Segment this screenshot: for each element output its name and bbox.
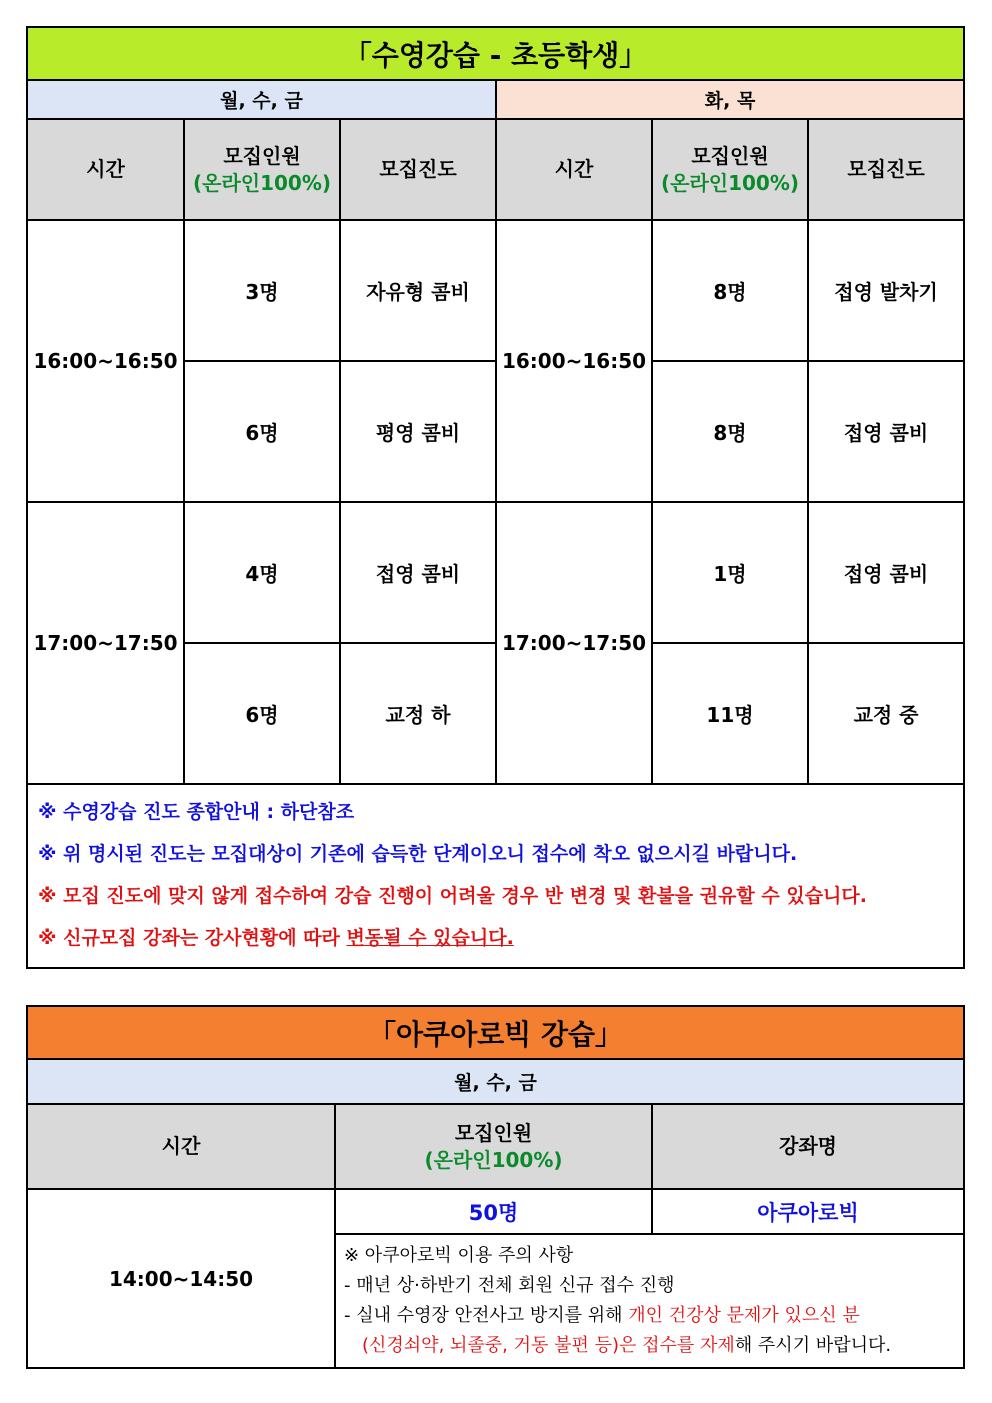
swim-title: 「수영강습 - 초등학생」 — [27, 27, 964, 80]
left-slot1-time: 16:00~16:50 — [27, 220, 184, 502]
left-row2-level: 평영 콤비 — [340, 361, 496, 502]
aqua-time: 14:00~14:50 — [27, 1189, 335, 1368]
note-instructor-change-a: ※ 신규모집 강좌는 강사현황에 따라 — [38, 927, 347, 949]
left-row3-level: 접영 콤비 — [340, 502, 496, 643]
left-row2-count: 6명 — [184, 361, 340, 502]
left-row4-level: 교정 하 — [340, 643, 496, 784]
aqua-note-enrollment: - 매년 상·하반기 전체 회원 신규 접수 진행 — [344, 1275, 675, 1296]
header-capacity-right — [652, 119, 808, 220]
note-level-warning: ※ 위 명시된 진도는 모집대상이 기존에 습득한 단계이오니 접수에 착오 없으시길 바랍니다. — [38, 843, 798, 865]
day-label-tue-thu: 화, 목 — [496, 80, 964, 119]
left-row1-count: 3명 — [184, 220, 340, 361]
right-row2-count: 8명 — [652, 361, 808, 502]
aqua-header-online-label: (온라인100%) — [424, 1147, 563, 1172]
aqua-header-time: 시간 — [27, 1104, 335, 1189]
note-instructor-change — [38, 917, 953, 959]
aqua-note-health-a: (신경쇠약, 뇌졸중, 거동 불편 등)은 접수를 자제 — [362, 1335, 735, 1356]
right-row4-count: 11명 — [652, 643, 808, 784]
swim-notes — [27, 784, 964, 968]
aqua-count: 50명 — [335, 1189, 652, 1234]
header-online-label: (온라인100%) — [192, 170, 332, 195]
header-progress-right: 모집진도 — [808, 119, 964, 220]
aqua-notes — [335, 1234, 964, 1368]
aqua-note-safety — [344, 1301, 955, 1331]
aqua-title: 「아쿠아로빅 강습」 — [27, 1006, 964, 1059]
note-progress-guide: ※ 수영강습 진도 종합안내 : 하단참조 — [38, 801, 355, 823]
header-time-right: 시간 — [496, 119, 652, 220]
swim-schedule-table — [26, 26, 965, 969]
header-capacity-left — [184, 119, 340, 220]
aquarobics-table — [26, 1005, 965, 1369]
left-row3-count: 4명 — [184, 502, 340, 643]
aqua-note-health — [344, 1331, 955, 1361]
left-row1-level: 자유형 콤비 — [340, 220, 496, 361]
right-row2-level: 접영 콤비 — [808, 361, 964, 502]
header-capacity-label: 모집인원 — [223, 143, 301, 168]
right-slot2-time: 17:00~17:50 — [496, 502, 652, 784]
header-online-label: (온라인100%) — [660, 170, 800, 195]
header-time-left: 시간 — [27, 119, 184, 220]
right-row3-level: 접영 콤비 — [808, 502, 964, 643]
aqua-header-course: 강좌명 — [652, 1104, 964, 1189]
aqua-course-name: 아쿠아로빅 — [652, 1189, 964, 1234]
right-row1-level: 접영 발차기 — [808, 220, 964, 361]
note-instructor-change-b: 변동될 수 있습니다. — [346, 927, 514, 949]
aqua-note-safety-b: 개인 건강상 문제가 있으신 분 — [628, 1305, 860, 1326]
aqua-note-title: ※ 아쿠아로빅 이용 주의 사항 — [344, 1245, 574, 1266]
day-label-mon-wed-fri: 월, 수, 금 — [27, 80, 496, 119]
aqua-note-health-b: 해 주시기 바랍니다. — [734, 1335, 892, 1356]
aqua-note-safety-a: - 실내 수영장 안전사고 방지를 위해 — [344, 1305, 629, 1326]
aqua-day-label: 월, 수, 금 — [27, 1059, 964, 1104]
right-row4-level: 교정 중 — [808, 643, 964, 784]
left-slot2-time: 17:00~17:50 — [27, 502, 184, 784]
header-progress-left: 모집진도 — [340, 119, 496, 220]
header-capacity-label: 모집인원 — [691, 143, 769, 168]
aqua-header-capacity-label: 모집인원 — [454, 1120, 533, 1145]
note-refund-warning: ※ 모집 진도에 맞지 않게 접수하여 강습 진행이 어려울 경우 반 변경 및 환불을 권유할 수 있습니다. — [38, 885, 867, 907]
left-row4-count: 6명 — [184, 643, 340, 784]
right-row1-count: 8명 — [652, 220, 808, 361]
aqua-header-capacity — [335, 1104, 652, 1189]
right-slot1-time: 16:00~16:50 — [496, 220, 652, 502]
right-row3-count: 1명 — [652, 502, 808, 643]
